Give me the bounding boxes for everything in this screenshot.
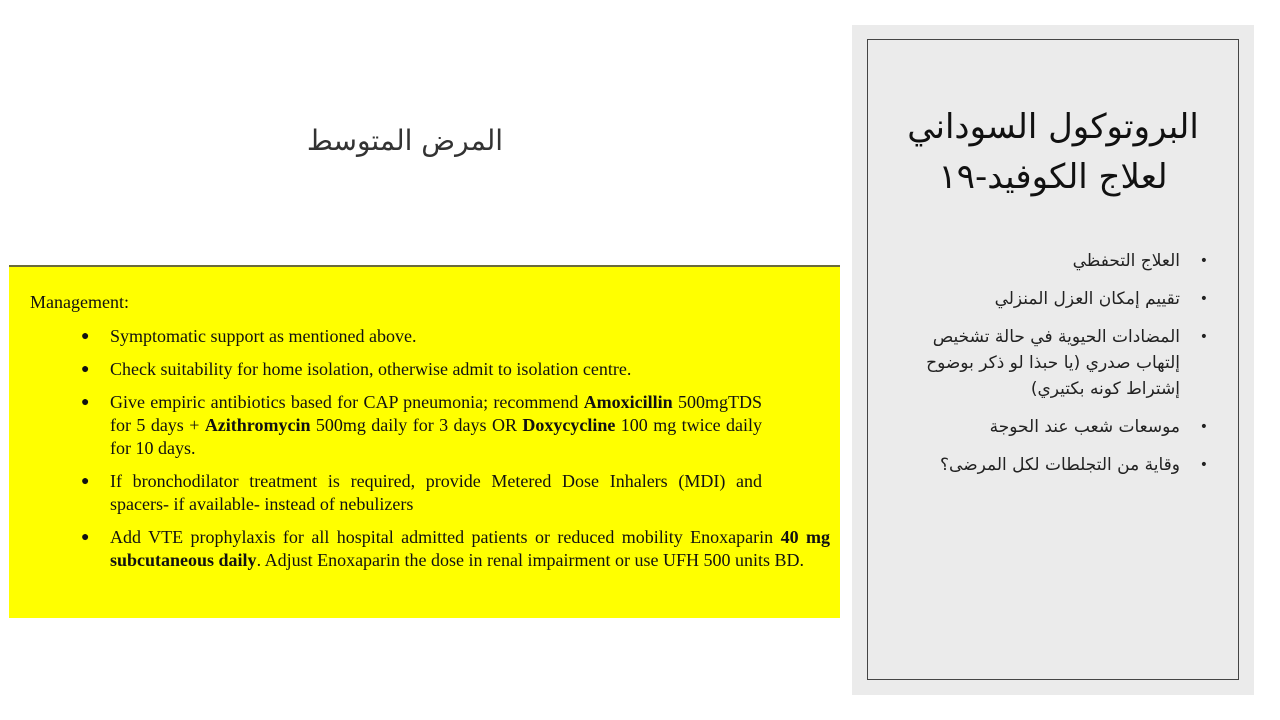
list-item-text: Add VTE prophylaxis for all hospital admitted patients or reduced mobility Enoxaparin 40 mg subcutaneous daily. Adjust Enoxaparin the dose in renal impairment or use UFH 500 units BD. [110, 527, 830, 570]
drug-name: Azithromycin [204, 415, 311, 435]
list-item-text: المضادات الحيوية في حالة تشخيص إلتهاب صدري (يا حبذا لو ذكر بوضوح إشتراط كونه بكتيري) [926, 327, 1180, 399]
list-item [890, 452, 1208, 478]
drug-name: Doxycycline [522, 415, 616, 435]
dose-text: 40 mg subcutaneous daily [110, 527, 830, 570]
list-item-text: موسعات شعب عند الحوجة [989, 417, 1180, 437]
bullet-icon: ● [81, 530, 90, 545]
list-item [890, 248, 1208, 274]
list-item [890, 414, 1208, 440]
bullet-icon: ● [81, 474, 90, 489]
list-item-text: العلاج التحفظي [1072, 251, 1180, 271]
bullet-icon: • [1199, 419, 1208, 435]
list-item [9, 358, 840, 381]
side-panel-title-line1: البروتوكول السوداني [907, 107, 1199, 147]
bullet-icon: ● [81, 395, 90, 410]
side-panel [852, 25, 1254, 695]
list-item [9, 470, 840, 516]
bullet-icon: ● [81, 362, 90, 377]
bullet-icon: • [1199, 329, 1208, 345]
side-panel-title-line2: لعلاج الكوفيد-١٩ [938, 157, 1168, 197]
bullet-icon: ● [81, 329, 90, 344]
management-list [9, 325, 840, 582]
list-item [9, 391, 840, 460]
list-item-text: Symptomatic support as mentioned above. [110, 326, 417, 346]
side-panel-title [868, 102, 1238, 202]
list-item [890, 324, 1208, 402]
management-heading: Management: [30, 292, 129, 312]
slide-subtitle: المرض المتوسط [306, 124, 504, 157]
list-item-text: وقاية من التجلطات لكل المرضى؟ [940, 455, 1180, 475]
list-item-text: Give empiric antibiotics based for CAP pneumonia; recommend Amoxicillin 500mgTDS for 5 days + Azithromycin 500mg daily for 3 days OR Doxycycline 100 mg twice daily for 10 days. [110, 392, 763, 458]
bullet-icon: • [1199, 457, 1208, 473]
list-item-text: If bronchodilator treatment is required, provide Metered Dose Inhalers (MDI) and spacers- if available- instead of nebulizers [110, 471, 762, 514]
list-item [890, 286, 1208, 312]
side-panel-list [890, 248, 1208, 490]
bullet-icon: • [1199, 253, 1208, 269]
list-item [9, 526, 840, 572]
list-item [9, 325, 840, 348]
side-panel-frame [867, 39, 1239, 680]
bullet-icon: • [1199, 291, 1208, 307]
list-item-text: Check suitability for home isolation, otherwise admit to isolation centre. [110, 359, 632, 379]
management-box [9, 265, 840, 618]
list-item-text: تقييم إمكان العزل المنزلي [994, 289, 1180, 309]
drug-name: Amoxicillin [583, 392, 673, 412]
